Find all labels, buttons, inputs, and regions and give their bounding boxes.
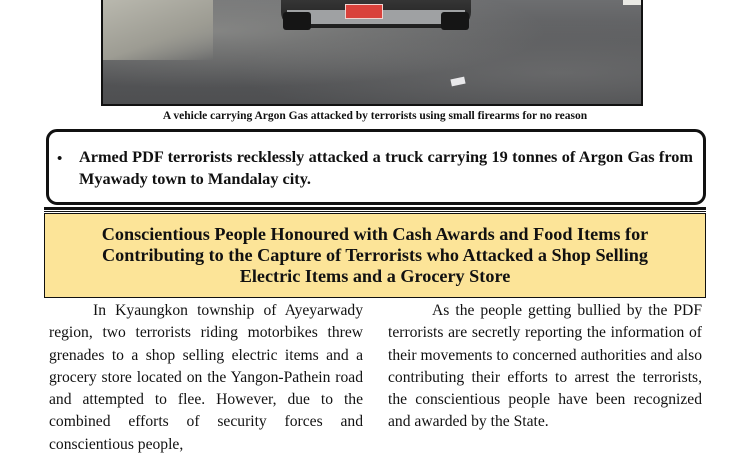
- article-paragraph-right: As the people getting bullied by the PDF terrorists are secretly reporting the information of their movements to concerned authorities and also contributing their efforts to arrest the terrorists, the conscientious people have been recognized and awarded by the State.: [388, 302, 702, 431]
- section-divider-thick: [44, 207, 706, 210]
- headline-line-2: Contributing to the Capture of Terrorists who Attacked a Shop Selling: [101, 245, 648, 265]
- bullet-text: Armed PDF terrorists recklessly attacked a truck carrying 19 tonnes of Argon Gas from Myawady town to Mandalay city.: [79, 147, 693, 188]
- article-column-right: [388, 300, 702, 434]
- road-verge: [103, 0, 213, 60]
- article-paragraph-left: In Kyaungkon township of Ayeyarwady region, two terrorists riding motorbikes threw grenades to a shop selling electric items and a grocery store located on the Yangon-Pathein road and attempted to flee. However, due to the combined efforts of security forces and conscientious people,: [49, 302, 363, 453]
- license-plate: [345, 4, 383, 19]
- photo-caption: A vehicle carrying Argon Gas attacked by terrorists using small firearms for no reason: [162, 110, 588, 122]
- lane-marking: [623, 0, 643, 5]
- headline-line-1: Conscientious People Honoured with Cash Awards and Food Items for: [101, 224, 649, 244]
- headline-line-3: Electric Items and a Grocery Store: [239, 266, 511, 286]
- news-photo: [101, 0, 643, 106]
- bullet-callout-box: [46, 129, 706, 205]
- vehicle-wheel-left: [283, 12, 311, 30]
- article-column-left: [49, 300, 363, 456]
- article-headline: [44, 213, 706, 298]
- section-divider-thin: [44, 211, 706, 212]
- bullet-marker: •: [57, 151, 63, 167]
- vehicle-wheel-right: [441, 12, 469, 30]
